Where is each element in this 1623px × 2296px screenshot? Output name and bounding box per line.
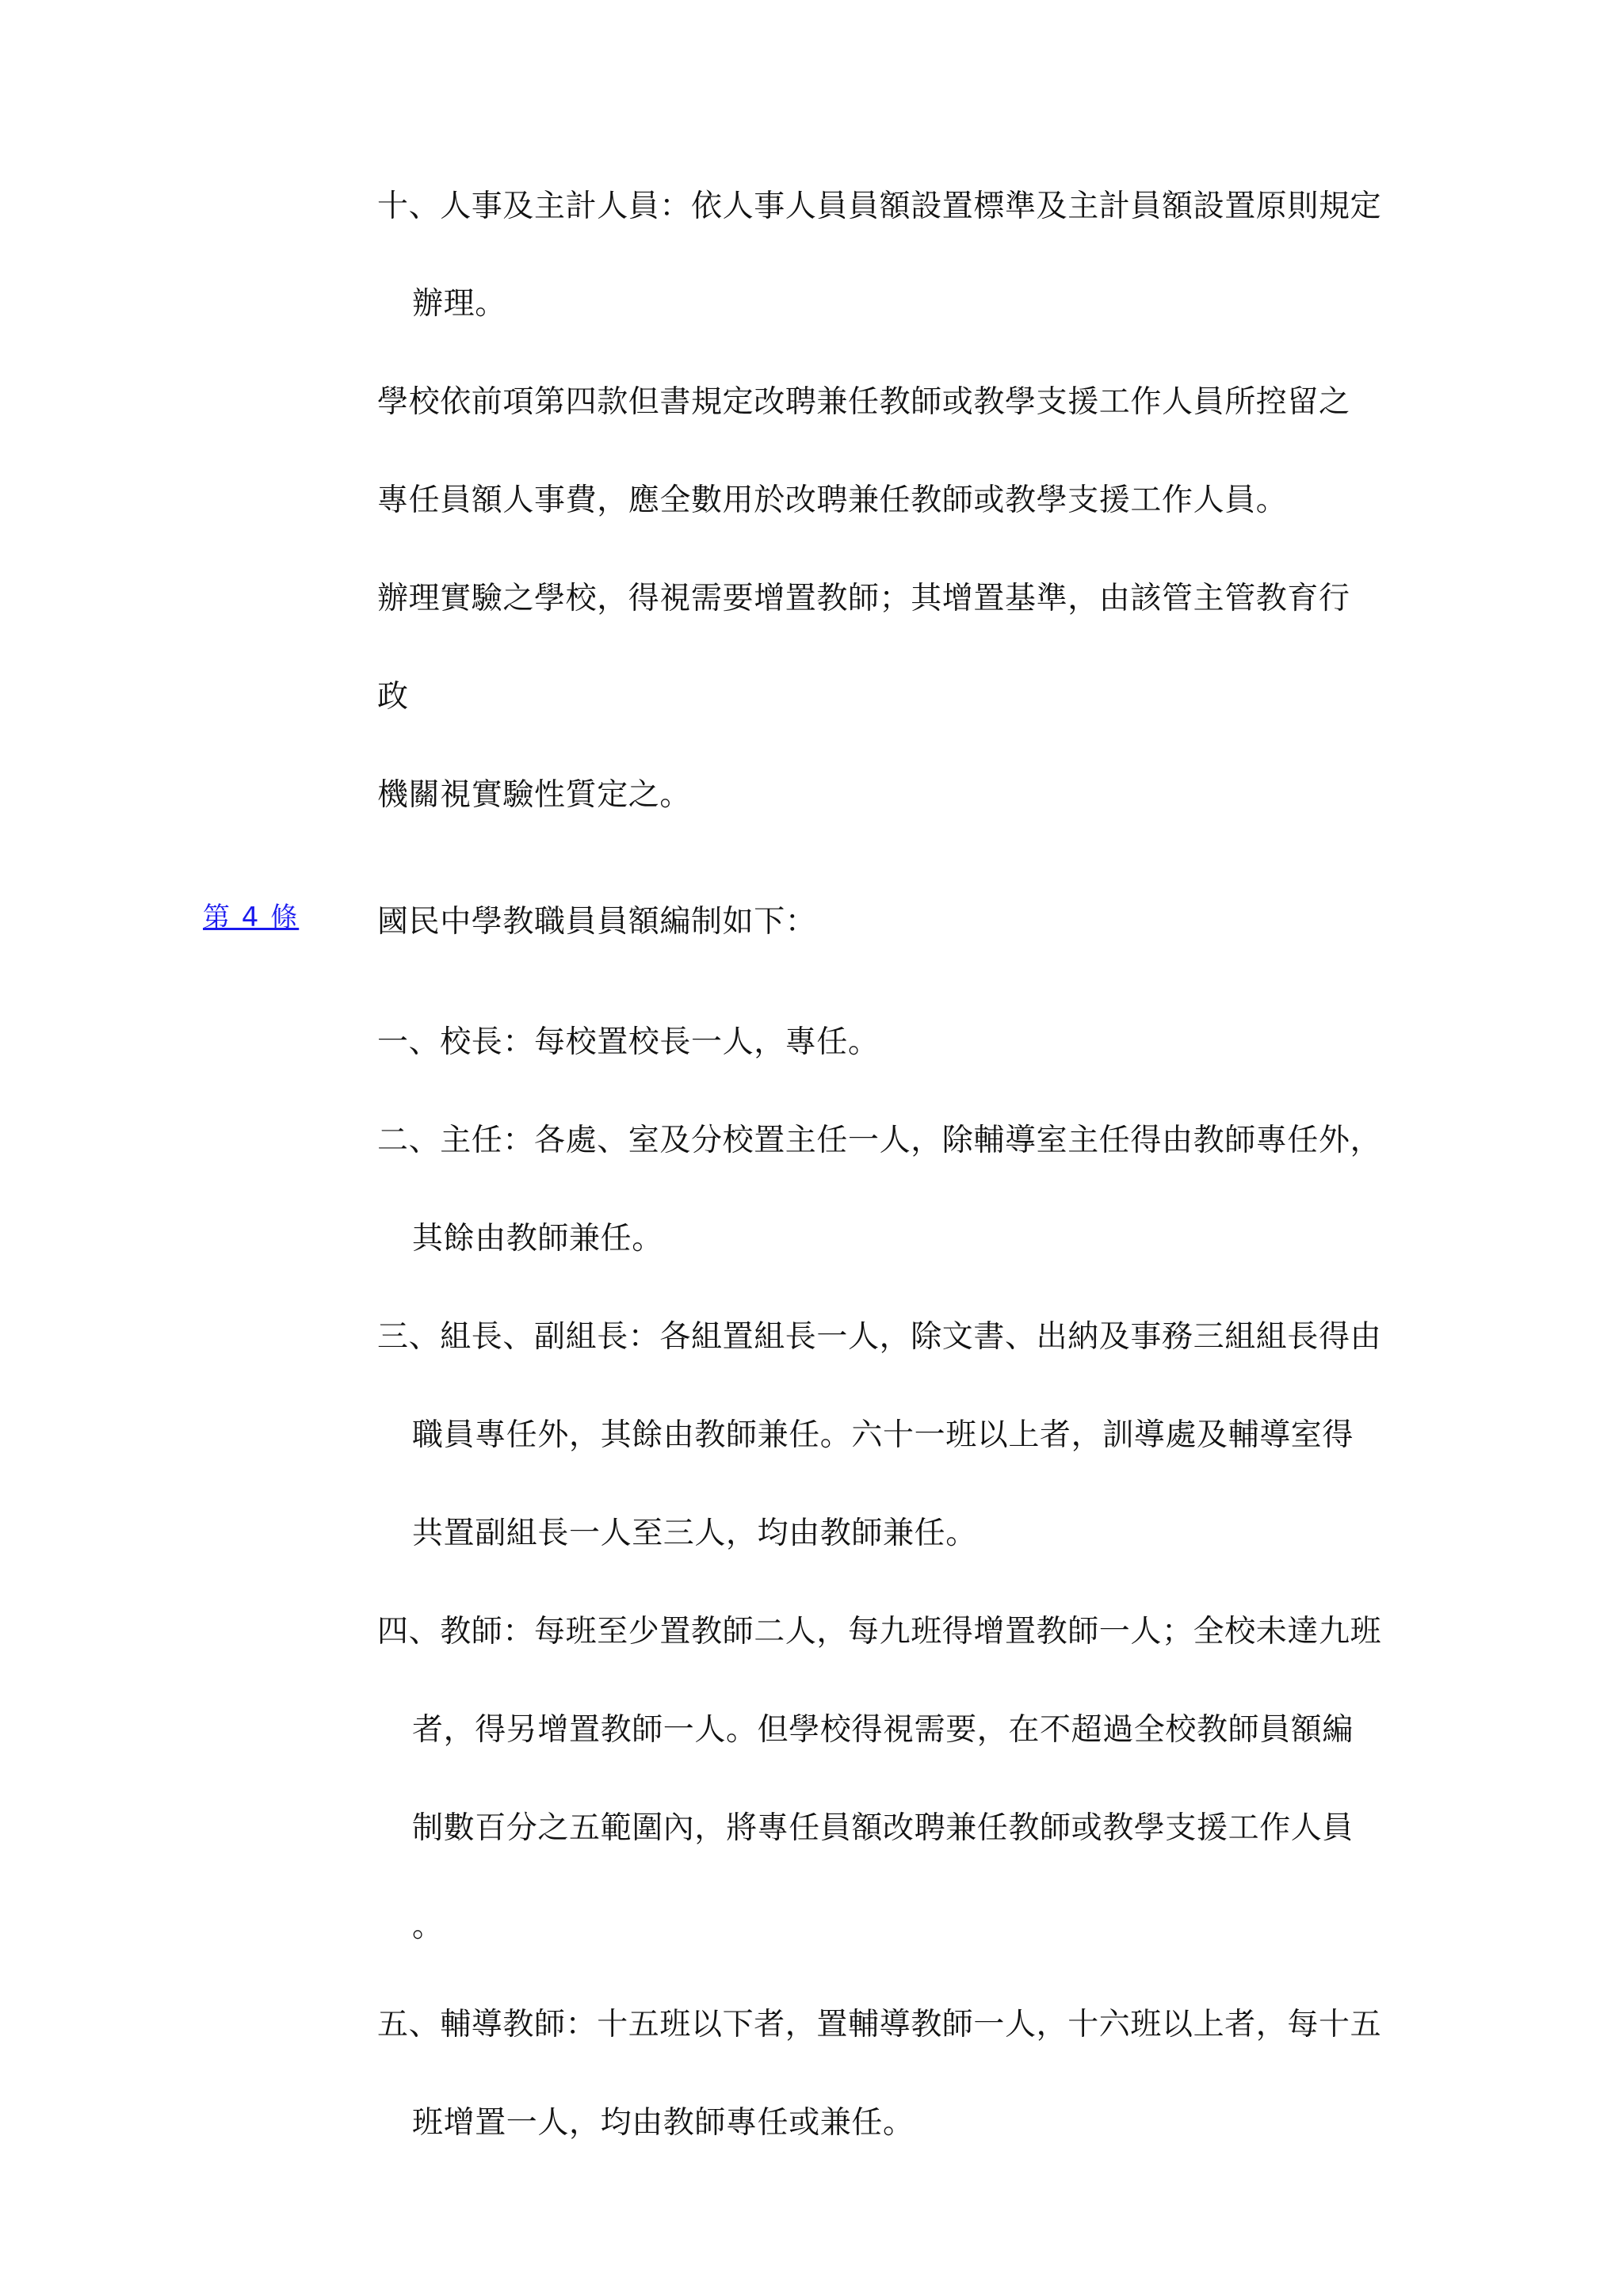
article-4-intro: 國民中學教職員員額編制如下：: [377, 904, 817, 940]
item-2-line-1: 二、主任：各處、室及分校置主任一人，除輔導室主任得由教師專任外，: [377, 1123, 1382, 1158]
paragraph-2-line-2: 政: [377, 679, 409, 715]
article-4-link[interactable]: 第 4 條: [203, 902, 300, 933]
paragraph-2-line-1: 辦理實驗之學校，得視需要增置教師；其增置基準，由該管主管教育行: [377, 581, 1350, 616]
item-3-line-1: 三、組長、副組長：各組置組長一人，除文書、出納及事務三組組長得由: [377, 1319, 1382, 1355]
item-4-line-2: 者，得另增置教師一人。但學校得視需要，在不超過全校教師員額編: [412, 1712, 1354, 1748]
paragraph-1-line-2: 專任員額人事費，應全數用於改聘兼任教師或教學支援工作人員。: [377, 482, 1288, 518]
item-10-line-2: 辦理。: [412, 286, 506, 322]
item-2-line-2: 其餘由教師兼任。: [412, 1221, 663, 1257]
item-4-line-1: 四、教師：每班至少置教師二人，每九班得增置教師一人；全校未達九班: [377, 1614, 1382, 1650]
item-4-line-4: 。: [412, 1909, 444, 1944]
item-3-line-2: 職員專任外，其餘由教師兼任。六十一班以上者，訓導處及輔導室得: [412, 1417, 1354, 1453]
item-5-line-2: 班增置一人，均由教師專任或兼任。: [412, 2105, 915, 2141]
paragraph-1-line-1: 學校依前項第四款但書規定改聘兼任教師或教學支援工作人員所控留之: [377, 384, 1350, 420]
item-1-principal: 一、校長：每校置校長一人，專任。: [377, 1024, 880, 1060]
item-5-line-1: 五、輔導教師：十五班以下者，置輔導教師一人，十六班以上者，每十五: [377, 2007, 1382, 2042]
item-10-line-1: 十、人事及主計人員：依人事人員員額設置標準及主計員額設置原則規定: [377, 189, 1382, 224]
paragraph-2-line-3: 機關視實驗性質定之。: [377, 777, 692, 813]
item-3-line-3: 共置副組長一人至三人，均由教師兼任。: [412, 1516, 977, 1551]
item-4-line-3: 制數百分之五範圍內，將專任員額改聘兼任教師或教學支援工作人員: [412, 1810, 1354, 1846]
